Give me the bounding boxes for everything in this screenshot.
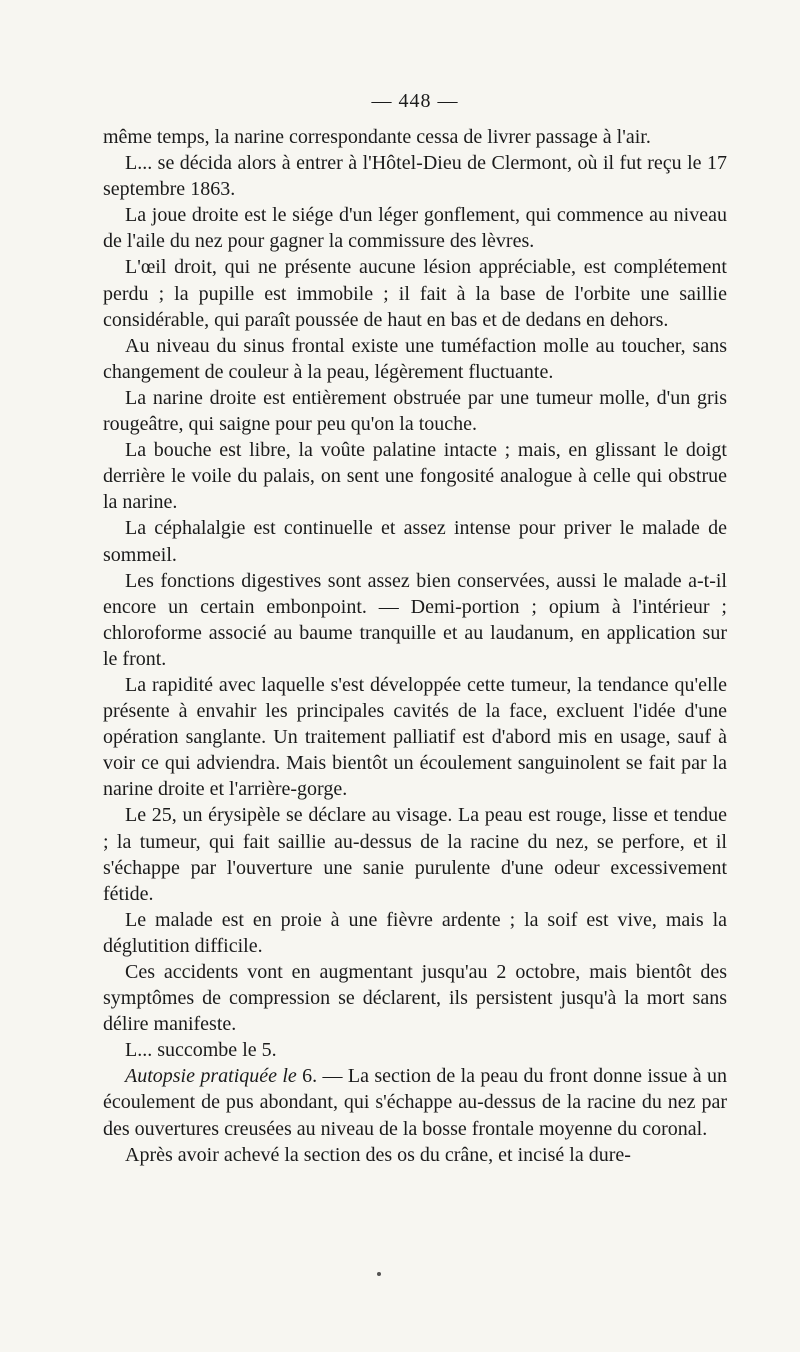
paragraph-text: L... se décida alors à entrer à l'Hôtel-Dieu de Clermont, où il fut reçu le 17 septembre 1863. — [103, 152, 727, 201]
paragraph — [103, 515, 727, 567]
book-page — [103, 88, 727, 1168]
paragraph-text: La céphalalgie est continuelle et assez intense pour priver le malade de sommeil. — [103, 517, 727, 566]
paragraph — [103, 672, 727, 802]
paragraph-text: Le 25, un érysipèle se déclare au visage. La peau est rouge, lisse et tendue ; la tumeur, qui fait saillie au-dessus de la racine du nez, se perfore, et il s'échappe par l'ouverture une sanie purulente d'une odeur excessivement fétide. — [103, 804, 727, 905]
paragraph — [103, 150, 727, 202]
paragraph — [103, 254, 727, 332]
body-text — [103, 124, 727, 1168]
paragraph-text: Après avoir achevé la section des os du crâne, et incisé la dure- — [125, 1143, 631, 1166]
paragraph-text: La joue droite est le siége d'un léger gonflement, qui commence au niveau de l'aile du nez pour gagner la commissure des lèvres. — [103, 204, 727, 253]
paragraph — [103, 959, 727, 1037]
paragraph — [103, 568, 727, 672]
page-number: — 448 — — [371, 90, 459, 112]
paragraph — [103, 124, 727, 150]
paragraph — [103, 1142, 727, 1168]
italic-lead: Autopsie pratiquée le — [125, 1065, 303, 1088]
paragraph-text: La rapidité avec laquelle s'est développée cette tumeur, la tendance qu'elle présente à envahir les principales cavités de la face, excluent l'idée d'une opération sanglante. Un traitement palliatif est d'abord mis en usage, sauf à voir ce qui adviendra. Mais bientôt un écoulement sanguinolent se fait par la narine droite et l'arrière-gorge. — [103, 673, 727, 801]
paragraph-text: Les fonctions digestives sont assez bien conservées, aussi le malade a-t-il encore un certain embonpoint. — Demi-portion ; opium à l'intérieur ; chloroforme associé au baume tranquille et au laudanum, en application sur le front. — [103, 569, 727, 670]
paragraph-text: La bouche est libre, la voûte palatine intacte ; mais, en glissant le doigt derrière le voile du palais, on sent une fongosité analogue à celle qui obstrue la narine. — [103, 439, 727, 514]
paragraph-text: L... succombe le 5. — [125, 1039, 277, 1062]
paragraph — [103, 385, 727, 437]
paragraph — [103, 202, 727, 254]
paragraph — [103, 333, 727, 385]
paragraph-text: L'œil droit, qui ne présente aucune lésion appréciable, est complétement perdu ; la pupille est immobile ; il fait à la base de l'orbite une saillie considérable, qui paraît poussée de haut en bas et de dedans en dehors. — [103, 256, 727, 331]
paragraph-text: Au niveau du sinus frontal existe une tuméfaction molle au toucher, sans changement de couleur à la peau, légèrement fluctuante. — [103, 334, 727, 383]
paragraph-text: Ces accidents vont en augmentant jusqu'au 2 octobre, mais bientôt des symptômes de compression se déclarent, ils persistent jusqu'à la mort sans délire manifeste. — [103, 961, 727, 1036]
paragraph — [103, 907, 727, 959]
paragraph — [103, 802, 727, 906]
paragraph-text: 6. — La section de la peau du front donne issue à un écoulement de pus abondant, qui s'échappe au-dessus de la racine du nez par des ouvertures creusées au niveau de la bosse frontale moyenne du coronal. — [103, 1065, 727, 1140]
paragraph — [103, 1063, 727, 1141]
paragraph-text: La narine droite est entièrement obstruée par une tumeur molle, d'un gris rougeâtre, qui saigne pour peu qu'on la touche. — [103, 386, 727, 436]
paragraph — [103, 1037, 727, 1063]
paragraph-text: même temps, la narine correspondante cessa de livrer passage à l'air. — [103, 126, 651, 148]
paragraph-text: Le malade est en proie à une fièvre ardente ; la soif est vive, mais la déglutition difficile. — [103, 908, 727, 957]
paragraph — [103, 437, 727, 515]
ink-speck — [377, 1272, 381, 1276]
